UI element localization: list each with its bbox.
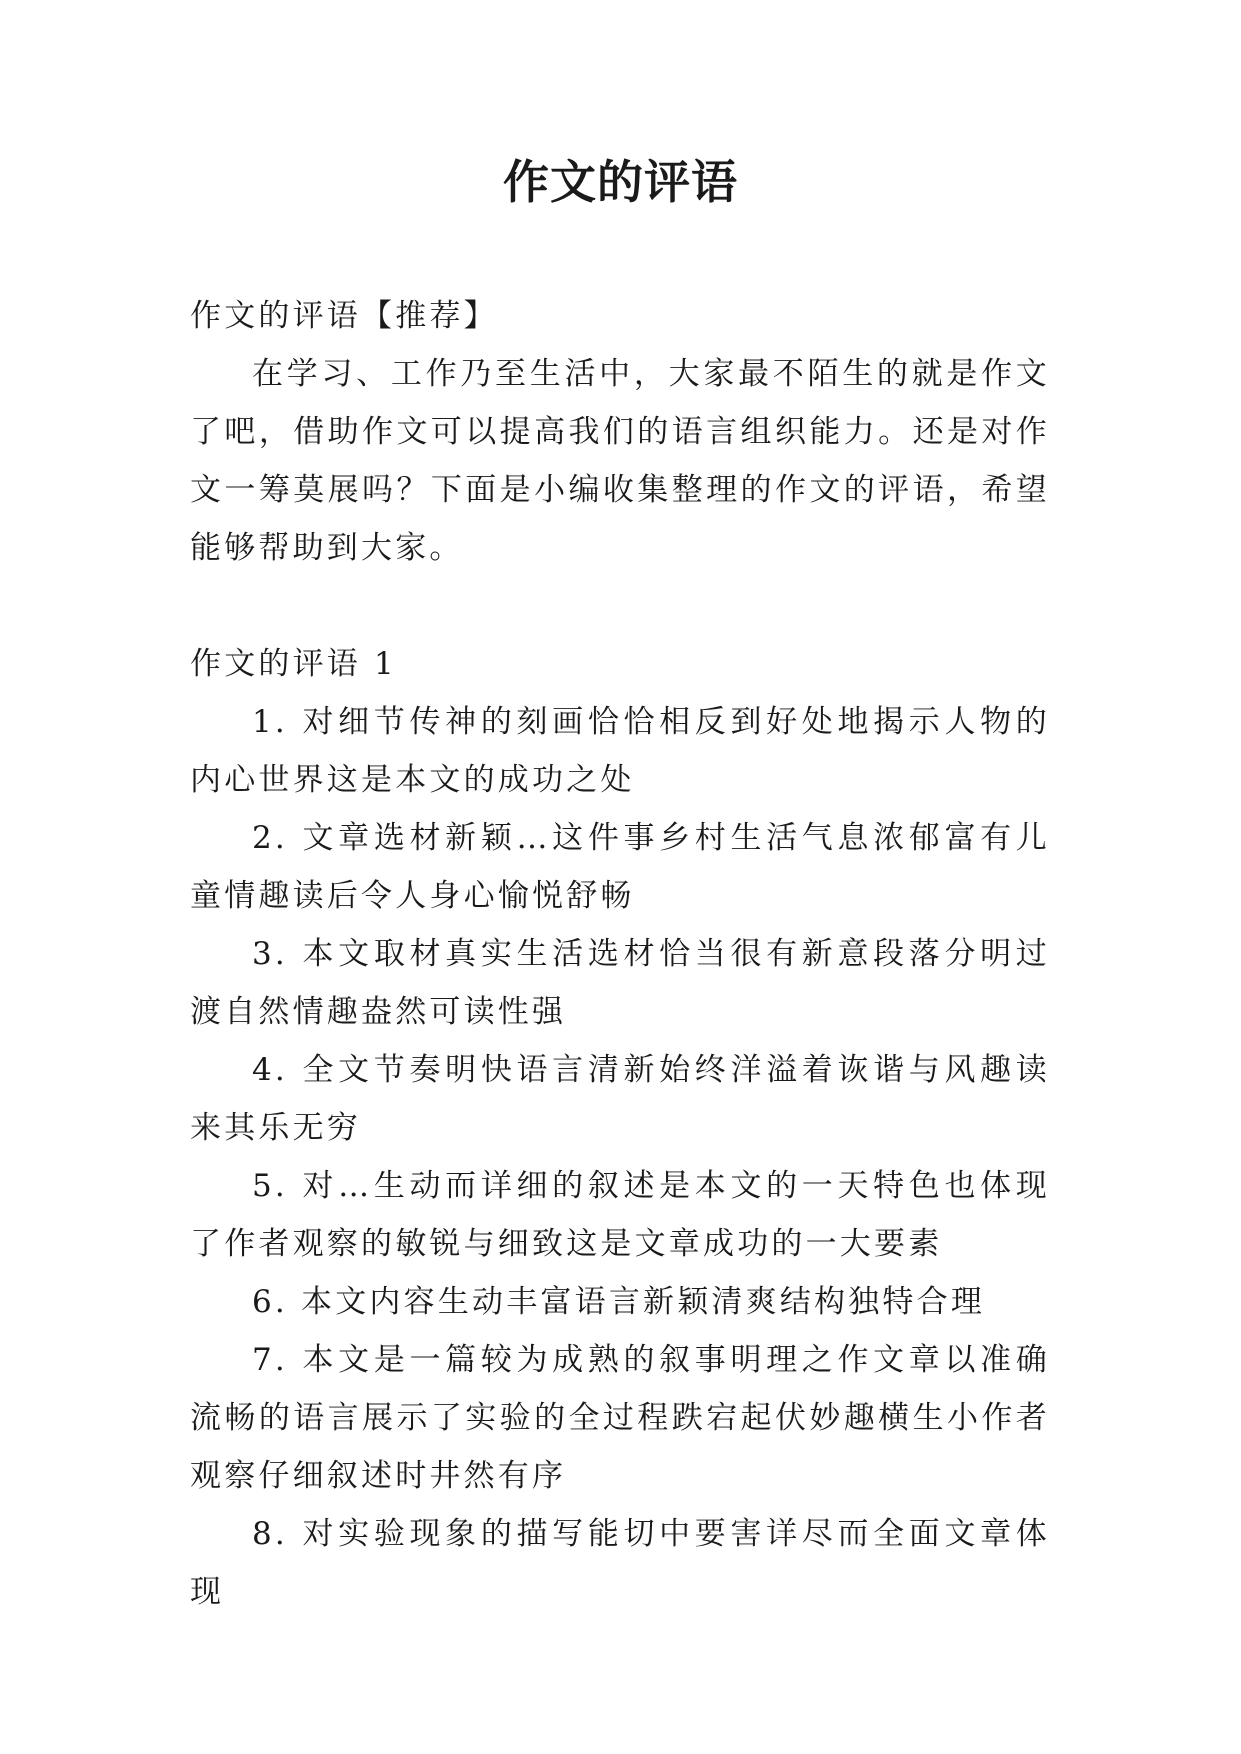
document-body: [190, 287, 1050, 1621]
section-heading-1: 作文的评语 1: [190, 646, 397, 682]
list-item: 3. 本文取材真实生活选材恰当很有新意段落分明过渡自然情趣盎然可读性强: [190, 936, 1050, 1030]
intro-paragraph: 在学习、工作乃至生活中，大家最不陌生的就是作文了吧，借助作文可以提高我们的语言组织能力。还是对作文一筹莫展吗？下面是小编收集整理的作文的评语，希望能够帮助到大家。: [190, 356, 1050, 566]
section-spacer: [190, 577, 1050, 635]
list-item: 4. 全文节奏明快语言清新始终洋溢着诙谐与风趣读来其乐无穷: [190, 1052, 1050, 1146]
list-item: 2. 文章选材新颖…这件事乡村生活气息浓郁富有儿童情趣读后令人身心愉悦舒畅: [190, 820, 1050, 914]
list-item: 7. 本文是一篇较为成熟的叙事明理之作文章以准确流畅的语言展示了实验的全过程跌宕起伏妙趣横生小作者观察仔细叙述时井然有序: [190, 1342, 1050, 1494]
list-item: 6. 本文内容生动丰富语言新颖清爽结构独特合理: [252, 1284, 986, 1320]
list-item: 8. 对实验现象的描写能切中要害详尽而全面文章体现: [190, 1516, 1050, 1610]
subtitle-heading: 作文的评语【推荐】: [190, 298, 498, 334]
document-title: 作文的评语: [503, 155, 738, 209]
list-item: 1. 对细节传神的刻画恰恰相反到好处地揭示人物的内心世界这是本文的成功之处: [190, 704, 1050, 798]
list-item: 5. 对…生动而详细的叙述是本文的一天特色也体现了作者观察的敏锐与细致这是文章成功的一大要素: [190, 1168, 1050, 1262]
